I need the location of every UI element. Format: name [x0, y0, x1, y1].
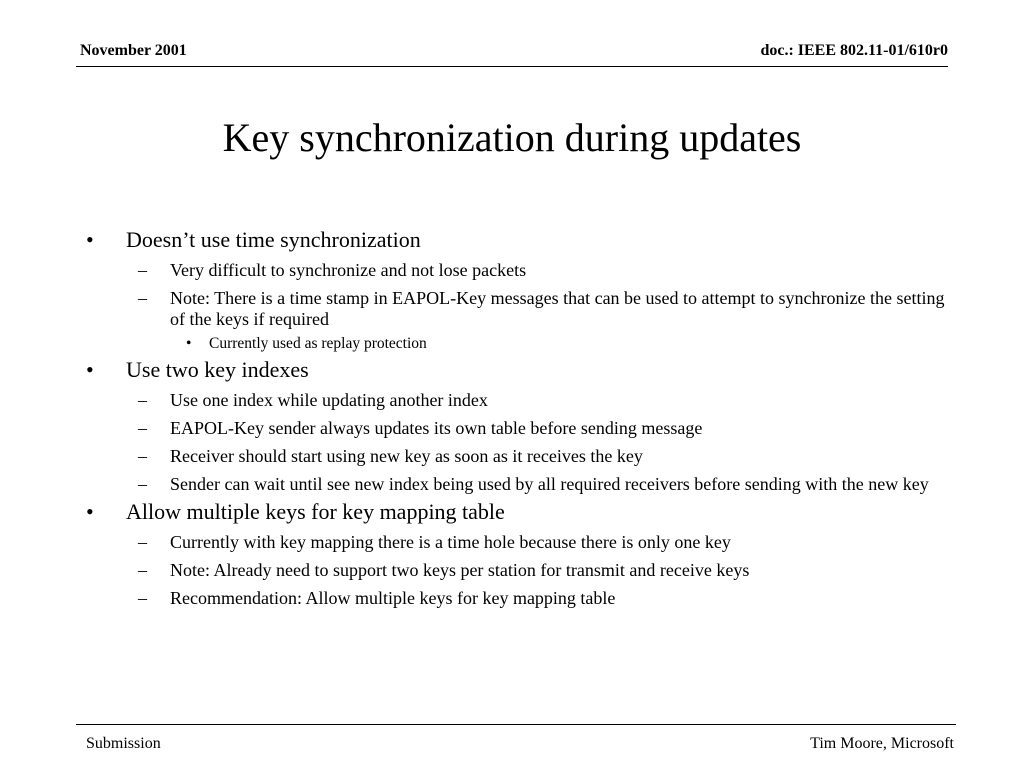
bullet-text: Use two key indexes — [126, 357, 309, 382]
sub-bullet-text: Use one index while updating another index — [170, 390, 488, 410]
bullet-marker: • — [186, 335, 192, 352]
header-doc-id: doc.: IEEE 802.11-01/610r0 — [760, 42, 948, 59]
bullet-marker: • — [86, 357, 94, 382]
footer-submission: Submission — [86, 735, 161, 752]
bullet-item — [86, 227, 946, 253]
dash-marker: – — [138, 532, 147, 552]
dash-marker: – — [138, 560, 147, 580]
sub-sub-bullet-text: Currently used as replay protection — [209, 335, 427, 352]
sub-bullet-text: Very difficult to synchronize and not lose packets — [170, 260, 527, 280]
dash-marker: – — [138, 260, 147, 280]
bullet-item — [86, 499, 946, 525]
sub-bullet-item — [86, 260, 946, 281]
slide-title: Key synchronization during updates — [222, 115, 802, 160]
sub-bullet-text: Recommendation: Allow multiple keys for key mapping table — [170, 588, 616, 608]
sub-bullet-item — [86, 474, 946, 495]
sub-bullet-item — [86, 418, 946, 439]
bullet-marker: • — [86, 227, 94, 252]
sub-bullet-item — [86, 588, 946, 609]
bullet-marker: • — [86, 499, 94, 524]
sub-bullet-item — [86, 288, 946, 330]
dash-marker: – — [138, 418, 147, 438]
sub-bullet-text: Currently with key mapping there is a time hole because there is only one key — [170, 532, 731, 552]
sub-bullet-text: Receiver should start using new key as soon as it receives the key — [170, 446, 643, 466]
dash-marker: – — [138, 588, 147, 608]
header-date: November 2001 — [80, 42, 187, 59]
sub-bullet-item — [86, 390, 946, 411]
sub-bullet-item — [86, 532, 946, 553]
dash-marker: – — [138, 446, 147, 466]
sub-sub-bullet-item — [86, 334, 946, 353]
footer-author: Tim Moore, Microsoft — [810, 735, 954, 752]
sub-bullet-item — [86, 560, 946, 581]
bullet-text: Doesn’t use time synchronization — [126, 227, 421, 252]
dash-marker: – — [138, 288, 147, 308]
sub-bullet-item — [86, 446, 946, 467]
bullet-list — [86, 223, 946, 609]
dash-marker: – — [138, 474, 147, 494]
dash-marker: – — [138, 390, 147, 410]
sub-bullet-text: Note: Already need to support two keys per station for transmit and receive keys — [170, 560, 750, 580]
sub-bullet-text: EAPOL-Key sender always updates its own table before sending message — [170, 418, 703, 438]
bullet-item — [86, 357, 946, 383]
sub-bullet-text: Note: There is a time stamp in EAPOL-Key messages that can be used to attempt to synchronize the setting of the keys if required — [170, 288, 945, 329]
footer-divider — [76, 724, 956, 725]
sub-bullet-text: Sender can wait until see new index being used by all required receivers before sending with the new key — [170, 474, 929, 494]
header-divider — [76, 66, 948, 67]
bullet-text: Allow multiple keys for key mapping table — [126, 499, 505, 524]
